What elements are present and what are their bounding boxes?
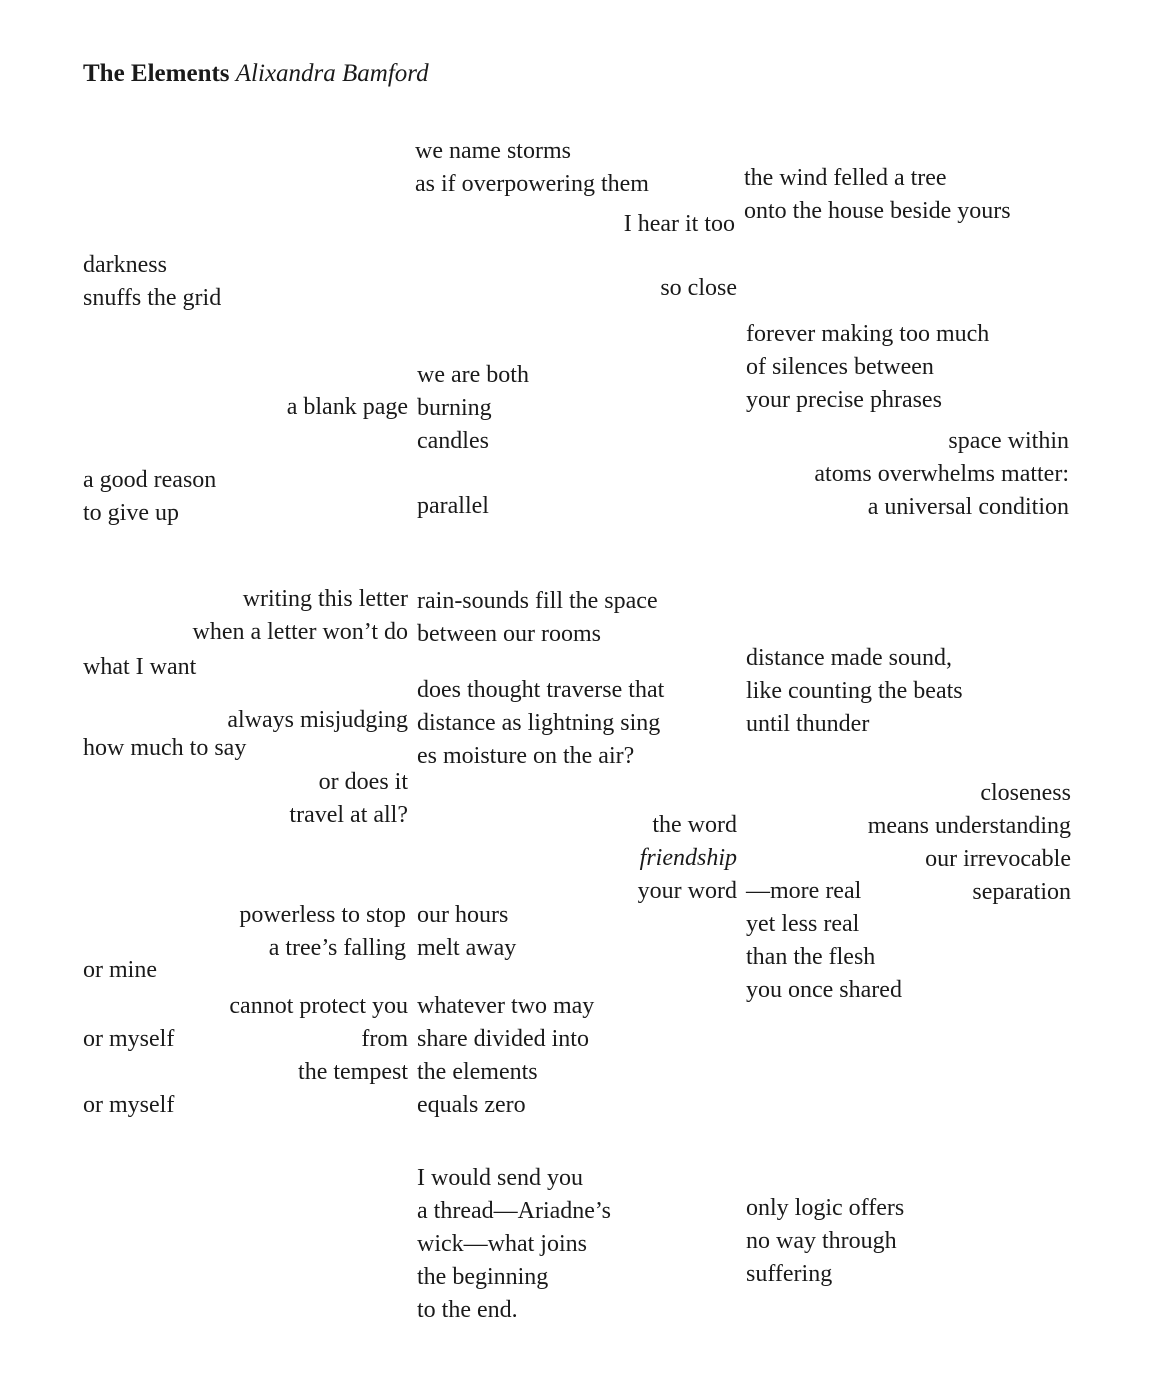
poem-line: a blank page	[286, 394, 408, 420]
poem-line: our irrevocable	[925, 846, 1071, 872]
poem-line: until thunder	[746, 711, 870, 737]
poem-line: as if overpowering them	[415, 171, 649, 197]
stanza-protect	[229, 990, 408, 1089]
poem-line: the wind felled a tree	[744, 165, 947, 191]
poem-line: wick—what joins	[417, 1231, 587, 1257]
poem-line: separation	[972, 879, 1071, 905]
stanza-darkness	[83, 249, 221, 315]
stanza-mine	[83, 954, 157, 987]
poem-line: our hours	[417, 902, 509, 928]
poem-line: burning	[417, 395, 492, 421]
poem-line: you once shared	[746, 977, 902, 1003]
stanza-wind	[744, 162, 1011, 228]
poem-line: or myself	[83, 1026, 175, 1052]
stanza-thread	[417, 1162, 611, 1327]
stanza-space-within	[814, 425, 1069, 524]
poem-heading	[83, 58, 429, 90]
poem-line: writing this letter	[242, 586, 408, 612]
poem-line: means understanding	[867, 813, 1071, 839]
poem-line: the elements	[417, 1059, 538, 1085]
poem-line: cannot protect you	[229, 993, 408, 1019]
stanza-forever	[746, 318, 989, 417]
stanza-does-it	[289, 766, 408, 832]
stanza-hear	[624, 208, 735, 241]
stanza-powerless	[239, 899, 406, 965]
poem-line: what I want	[83, 654, 197, 680]
poem-line: I hear it too	[623, 211, 735, 237]
poem-line: onto the house beside yours	[744, 198, 1011, 224]
poem-line: distance made sound,	[746, 645, 952, 671]
poem-line: like counting the beats	[746, 678, 963, 704]
poem-line: parallel	[417, 493, 489, 519]
stanza-myself-1	[83, 1023, 174, 1056]
poem-line: so close	[660, 275, 737, 301]
poem-line: of silences between	[746, 354, 934, 380]
poem-line: powerless to stop	[239, 902, 406, 928]
poem-line: your precise phrases	[746, 387, 942, 413]
poem-line: candles	[417, 428, 489, 454]
stanza-parallel	[417, 490, 489, 523]
poem-line: closeness	[980, 780, 1071, 806]
poem-title: The Elements	[83, 60, 230, 87]
stanza-misjudging	[227, 704, 408, 737]
poem-line: or mine	[83, 957, 157, 983]
stanza-thought	[417, 674, 664, 773]
poem-line: when a letter won’t do	[192, 619, 408, 645]
poem-line: the tempest	[298, 1059, 408, 1085]
poem-line: or myself	[83, 1092, 175, 1118]
poem-line: the beginning	[417, 1264, 549, 1290]
poem-line: how much to say	[83, 735, 247, 761]
stanza-share	[417, 990, 594, 1122]
poem-line: darkness	[83, 252, 167, 278]
poem-line: always misjudging	[227, 707, 408, 733]
poem-line: yet less real	[746, 911, 860, 937]
poem-line: distance as lightning sing	[417, 710, 661, 736]
poem-line: your word	[637, 878, 737, 904]
poem-line: —more real	[746, 878, 862, 904]
stanza-blank	[287, 391, 408, 424]
poem-line: the word	[652, 812, 737, 838]
poem-line: suffering	[746, 1261, 833, 1287]
stanza-more-real	[746, 875, 902, 1007]
poem-line: than the flesh	[746, 944, 876, 970]
poem-line: we are both	[417, 362, 529, 388]
poem-line: between our rooms	[417, 621, 601, 647]
poem-line: to give up	[83, 500, 179, 526]
stanza-logic	[746, 1192, 904, 1291]
poem-line: to the end.	[417, 1297, 518, 1323]
stanza-storms	[415, 135, 649, 201]
poem-line-italic: friendship	[639, 845, 737, 871]
poem-line: melt away	[417, 935, 517, 961]
poem-line: no way through	[746, 1228, 897, 1254]
poem-line: a thread—Ariadne’s	[417, 1198, 611, 1224]
poem-line: only logic offers	[746, 1195, 905, 1221]
poem-line: a good reason	[83, 467, 217, 493]
stanza-myself-2	[83, 1089, 174, 1122]
poem-line: space within	[948, 428, 1069, 454]
stanza-both	[417, 359, 529, 458]
poem-line: atoms overwhelms matter:	[814, 461, 1069, 487]
stanza-word	[638, 809, 737, 908]
poem-line: equals zero	[417, 1092, 526, 1118]
poem-line: travel at all?	[289, 802, 408, 828]
poem-line: es moisture on the air?	[417, 743, 635, 769]
stanza-how-much	[83, 732, 246, 765]
poem-line: we name storms	[415, 138, 571, 164]
poem-line: from	[361, 1026, 408, 1052]
stanza-letter	[193, 583, 409, 649]
poem-line: or does it	[318, 769, 408, 795]
stanza-reason	[83, 464, 216, 530]
stanza-hours	[417, 899, 516, 965]
stanza-distance	[746, 642, 963, 741]
poem-line: share divided into	[417, 1026, 589, 1052]
stanza-want	[83, 651, 196, 684]
poem-line: snuffs the grid	[83, 285, 222, 311]
poem-line: forever making too much	[746, 321, 990, 347]
poem-line: a tree’s falling	[268, 935, 406, 961]
poem-line: a universal condition	[867, 494, 1069, 520]
poem-line: does thought traverse that	[417, 677, 665, 703]
poem-line: rain-sounds fill the space	[417, 588, 658, 614]
stanza-rain	[417, 585, 658, 651]
stanza-close	[660, 272, 737, 305]
poem-author: Alixandra Bamford	[235, 60, 429, 87]
poem-line: I would send you	[417, 1165, 583, 1191]
poem-line: whatever two may	[417, 993, 595, 1019]
